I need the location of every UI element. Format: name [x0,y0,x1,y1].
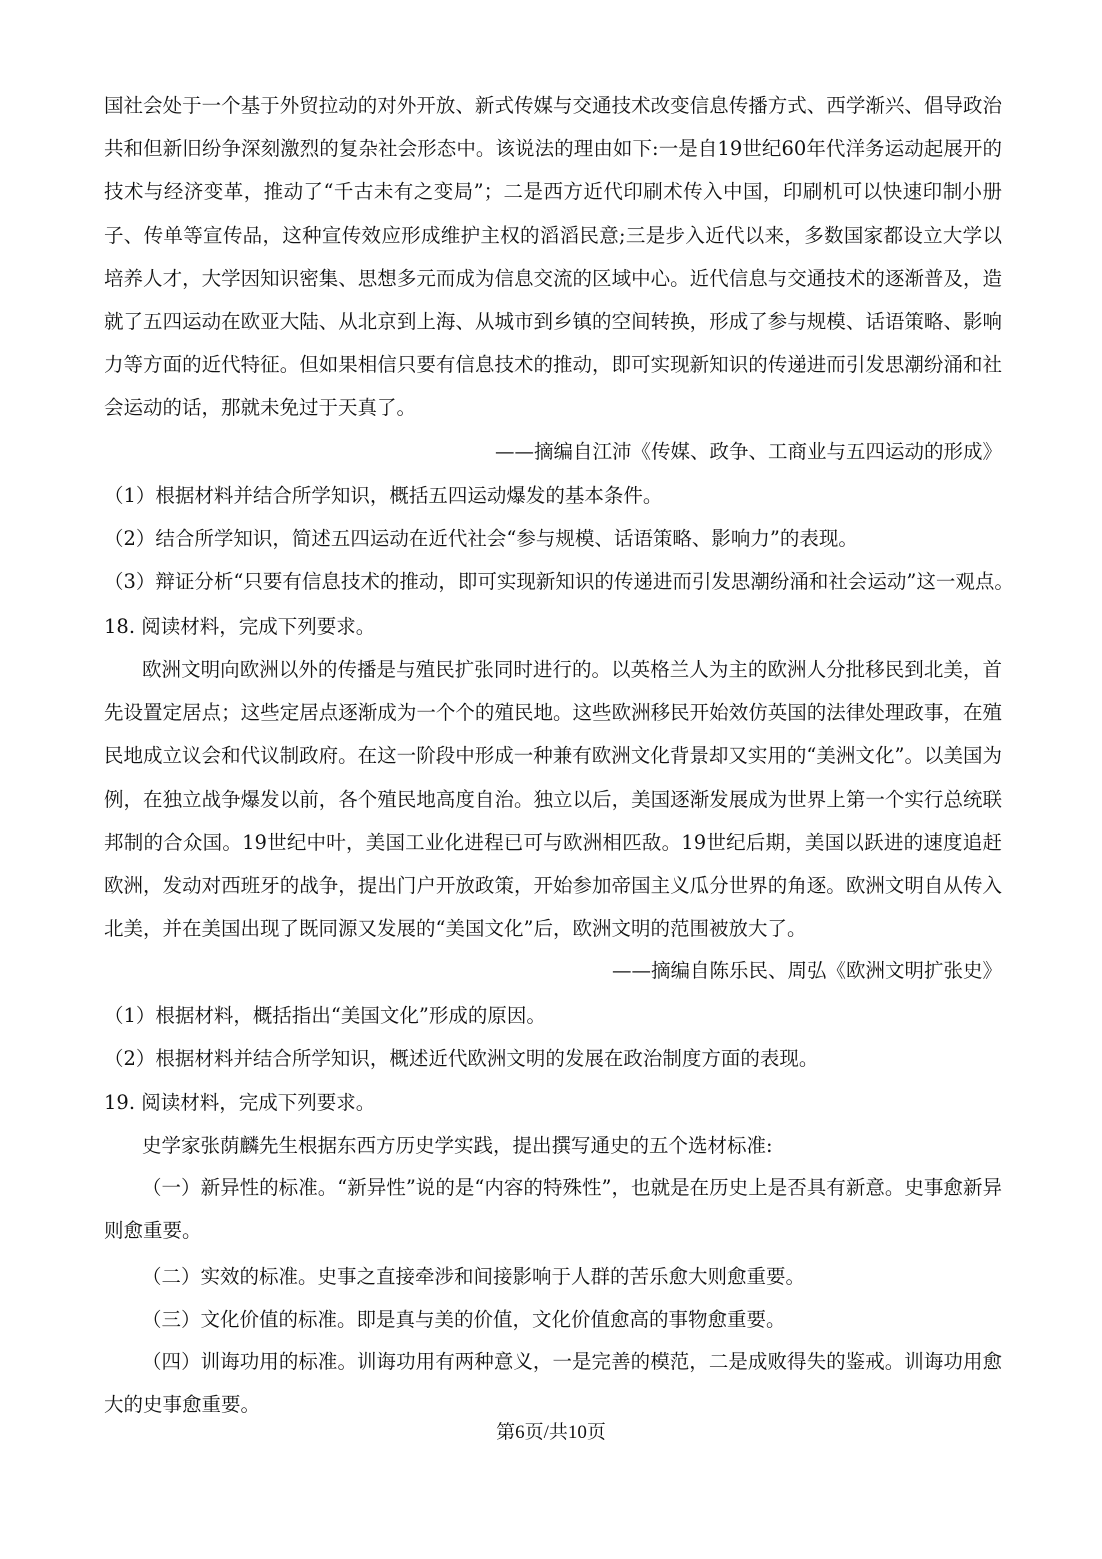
q19-standard-3: （三）文化价值的标准。即是真与美的价值，文化价值愈高的事物愈重要。 [142,1308,786,1331]
q18-source-citation: ——摘编自陈乐民、周弘《欧洲文明扩张史》 [611,959,1002,982]
q19-standard-1: （一）新异性的标准。“新异性”说的是“内容的特殊性”，也就是在历史上是否具有新意。史事愈新异则愈重要。 [104,1176,1002,1243]
q19-intro: 史学家张荫麟先生根据东西方历史学实践，提出撰写通史的五个选材标准: [142,1134,773,1157]
q18-material-paragraph: 欧洲文明向欧洲以外的传播是与殖民扩张同时进行的。以英格兰人为主的欧洲人分批移民到北美，首先设置定居点；这些定居点逐渐成为一个个的殖民地。这些欧洲移民开始效仿英国的法律处理政事，在殖民地成立议会和代议制政府。在这一阶段中形成一种兼有欧洲文化背景却又实用的“美洲文化”。以美国为例，在独立战争爆发以前，各个殖民地高度自治。独立以后，美国逐渐发展成为世界上第一个实行总统联邦制的合众国。19世纪中叶，美国工业化进程已可与欧洲相匹敌。19世纪后期，美国以跃进的速度追赶欧洲，发动对西班牙的战争，提出门户开放政策，开始参加帝国主义瓜分世界的角逐。欧洲文明自从传入北美，并在美国出现了既同源又发展的“美国文化”后，欧洲文明的范围被放大了。 [104,658,1002,941]
q18-question-1: （1）根据材料，概括指出“美国文化”形成的原因。 [104,1004,546,1027]
q17-question-2: （2）结合所学知识，简述五四运动在近代社会“参与规模、话语策略、影响力”的表现。 [104,527,858,550]
page-number-footer: 第6页/共10页 [496,1422,606,1443]
q17-material-paragraph: 国社会处于一个基于外贸拉动的对外开放、新式传媒与交通技术改变信息传播方式、西学渐兴、倡导政治共和但新旧纷争深刻激烈的复杂社会形态中。该说法的理由如下:一是自19世纪60年代洋务运动起展开的技术与经济变革，推动了“千古未有之变局”；二是西方近代印刷术传入中国，印刷机可以快速印制小册子、传单等宣传品，这种宣传效应形成维护主权的滔滔民意;三是步入近代以来，多数国家都设立大学以培养人才，大学因知识密集、思想多元而成为信息交流的区域中心。近代信息与交通技术的逐渐普及，造就了五四运动在欧亚大陆、从北京到上海、从城市到乡镇的空间转换，形成了参与规模、话语策略、影响力等方面的近代特征。但如果相信只要有信息技术的推动，即可实现新知识的传递进而引发思潮纷涌和社会运动的话，那就未免过于天真了。 [104,94,1002,420]
q19-standard-2: （二）实效的标准。史事之直接牵涉和间接影响于人群的苦乐愈大则愈重要。 [142,1265,806,1288]
q18-heading: 18. 阅读材料，完成下列要求。 [104,615,376,638]
q19-heading: 19. 阅读材料，完成下列要求。 [104,1091,376,1114]
q17-question-3: （3）辩证分析“只要有信息技术的推动，即可实现新知识的传递进而引发思潮纷涌和社会运动”这一观点。 [104,570,1014,593]
q19-standard-4: （四）训诲功用的标准。训诲功用有两种意义，一是完善的模范，二是成败得失的鉴戒。训诲功用愈大的史事愈重要。 [104,1350,1002,1417]
q17-question-1: （1）根据材料并结合所学知识，概括五四运动爆发的基本条件。 [104,484,663,507]
q17-source-citation: ——摘编自江沛《传媒、政争、工商业与五四运动的形成》 [494,440,1002,463]
q18-question-2: （2）根据材料并结合所学知识，概述近代欧洲文明的发展在政治制度方面的表现。 [104,1047,819,1070]
